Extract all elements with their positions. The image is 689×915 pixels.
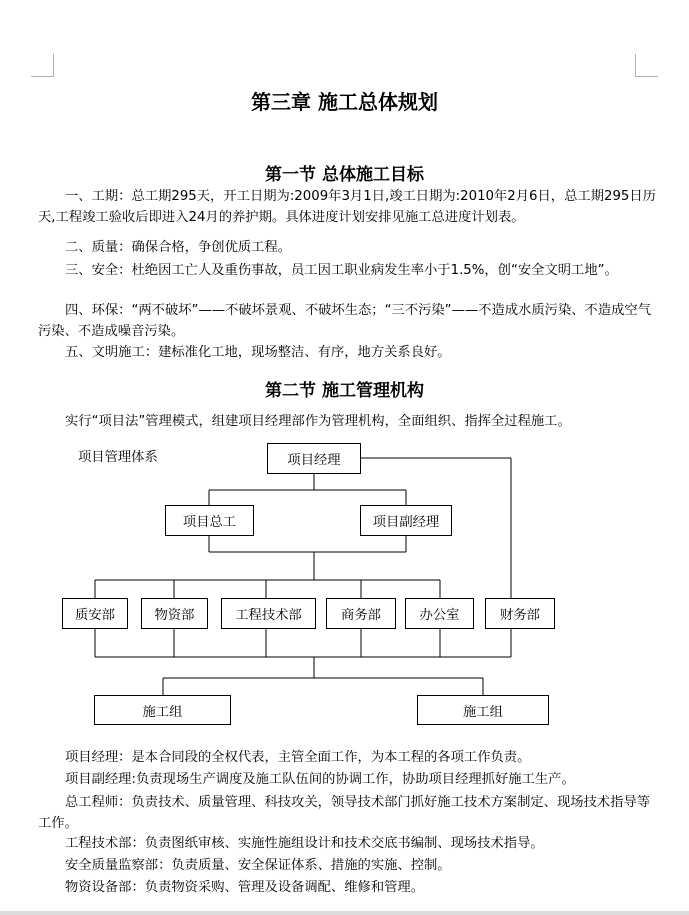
duty-project-manager: 项目经理：是本合同段的全权代表，主管全面工作，为本工程的各项工作负责。 (65, 750, 531, 765)
chapter-title: 第三章 施工总体规划 (251, 90, 438, 114)
org-node-construction-team-1: 施工组 (94, 695, 231, 725)
goal-civilized-paragraph: 五、文明施工：建标准化工地，现场整洁、有序，地方关系良好。 (65, 345, 451, 360)
org-node-construction-team-2: 施工组 (417, 695, 549, 725)
org-chart-label: 项目管理体系 (78, 450, 158, 465)
duty-deputy-manager: 项目副经理:负责现场生产调度及施工队伍间的协调工作，协助项目经理抓好施工生产。 (65, 772, 575, 787)
management-intro-paragraph: 实行“项目法”管理模式，组建项目经理部作为管理机构，全面组织、指挥全过程施工。 (65, 414, 571, 429)
section-1-title: 第一节 总体施工目标 (265, 165, 424, 185)
section-2-title: 第二节 施工管理机构 (265, 381, 424, 401)
org-node-dept-finance: 财务部 (485, 598, 555, 629)
goal-quality-paragraph: 二、质量：确保合格，争创优质工程。 (65, 240, 292, 255)
org-node-dept-engineering: 工程技术部 (221, 598, 316, 629)
org-node-dept-materials: 物资部 (141, 598, 208, 629)
org-node-deputy-manager: 项目副经理 (360, 505, 452, 536)
org-node-chief-engineer: 项目总工 (165, 505, 254, 536)
goal-environment-paragraph: 四、环保：“两不破坏”——不破坏景观、不破坏生态；“三不污染”——不造成水质污染、不造成空气污染、不造成噪音污染。 (38, 303, 652, 339)
duty-materials-dept: 物资设备部：负责物资采购、管理及设备调配、维修和管理。 (65, 880, 425, 895)
page-bottom-edge (0, 911, 689, 915)
org-node-project-manager: 项目经理 (267, 443, 361, 474)
org-node-dept-office: 办公室 (405, 598, 474, 629)
goal-safety-paragraph: 三、安全：杜绝因工亡人及重伤事故，员工因工职业病发生率小于1.5%，创“安全文明工地”。 (65, 263, 618, 278)
org-node-dept-safety-quality: 质安部 (62, 598, 128, 629)
duty-safety-quality-dept: 安全质量监察部：负责质量、安全保证体系、措施的实施、控制。 (65, 858, 451, 873)
duty-chief-engineer: 总工程师：负责技术、质量管理、科技攻关，领导技术部门抓好施工技术方案制定、现场技术指导等工作。 (38, 795, 651, 831)
duty-engineering-dept: 工程技术部：负责图纸审核、实施性施组设计和技术交底书编制、现场技术指导。 (65, 836, 544, 851)
goal-schedule-paragraph: 一、工期：总工期295天，开工日期为:2009年3月1日,竣工日期为:2010年2月6日，总工期295日历天,工程竣工验收后即进入24月的养护期。具体进度计划安排见施工总进度计划表。 (38, 189, 656, 225)
org-node-dept-commercial: 商务部 (326, 598, 396, 629)
